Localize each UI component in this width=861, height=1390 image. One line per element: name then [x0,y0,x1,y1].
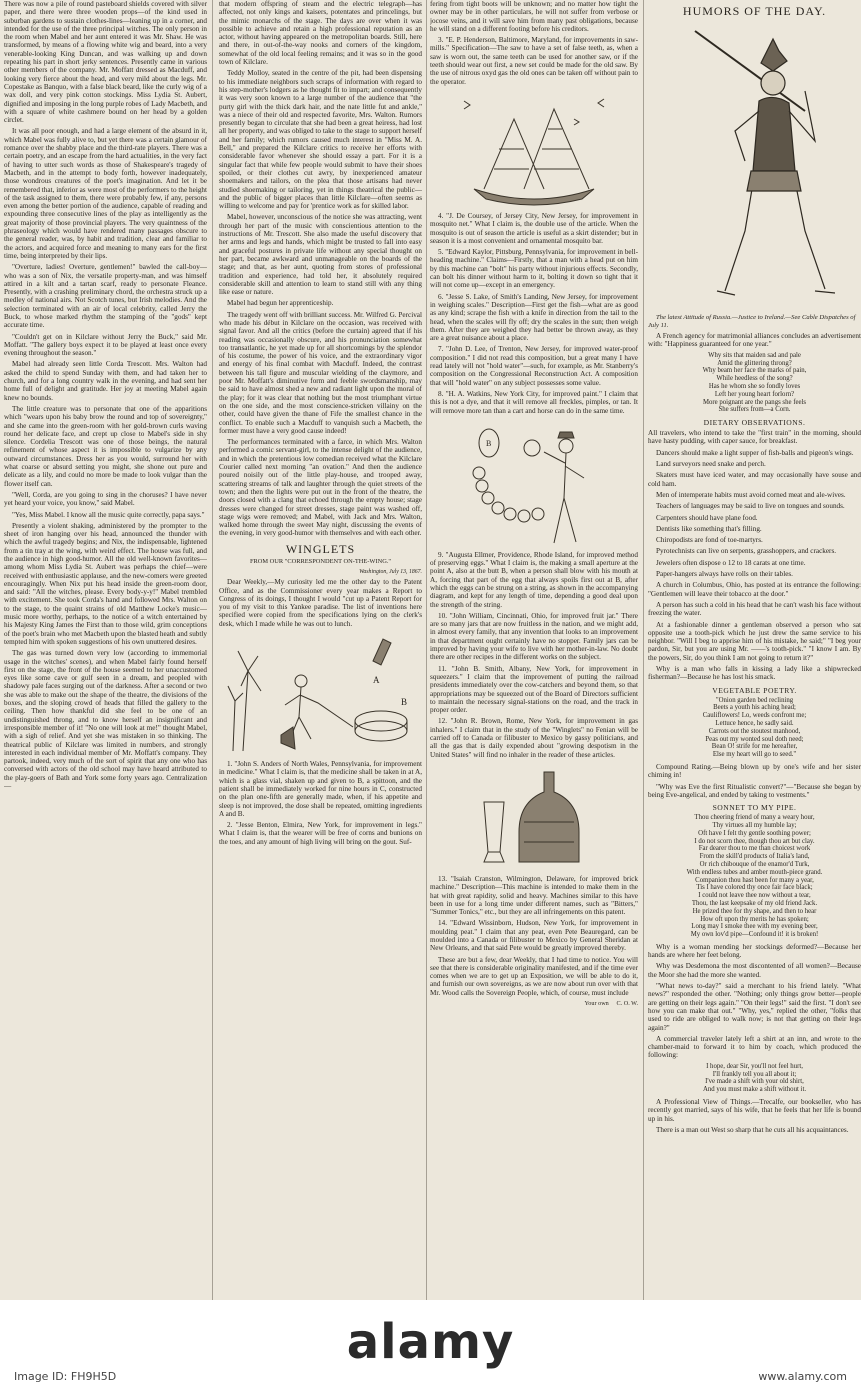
paragraph: The little creature was to personate that one of the apparitions which "wears upon his baby brow the round and top of sovereignty," and she came into the green-room with her gold-brown curls waving round her delicate face, and crept up close to Mabel's side in shy silence. Cordelia Trescott was one of those beings, the natural refinement of whose aspect it is impossible to vulgarize by any outward circumstances. Dress her as you would, surround her with what coarse or absurd setting you might, she shone out pure and delicate as a lily, and could no more be made to look vulgar than the flower itself can. [4,404,207,488]
winglets-title: WINGLETS [285,541,356,556]
column-divider [212,0,213,1300]
paragraph: Carpenters should have plane food. [656,513,758,522]
paragraph: The gas was turned down very low (according to immemorial usage in the witches' scenes), and when Mabel fairly found herself first on the stage, the front of the house seemed to her unaccustomed eyes like some cave or gulf seen in a dream, and peopled with shadowy pale faces surging out of the darkness. After a second or two she was able to make out the shape of the theatre, the divisions of the boxes, and the sloping crowd of heads that filled the gallery to the ceiling. Then how thankful did she feel to be one of an undistinguished throng, and to know herself an insignificant and irresponsible member of it! "No one will look at me!" thought Mabel, with a sigh of relief. And yet she was mistaken in so thinking. The theatrical public of Kilclare was limited in numbers, and strongly interested in each individual member of Mr. Moffatt's company. They partook, indeed, very much of the sort of spirit that any one who has conversed with actors of the old school may have heard attributed to the play-goers of Bath and York some forty years ago. Centralization— [4,649,207,791]
paragraph: Teachers of languages may be said to live on tongues and sounds. [656,502,845,511]
sonnet-poem: Thou cheering friend of many a weary hour, Thy virtues all my humble lay; Oft have I felt thy gentle soothing power; I do not scorn thee, though thou art but clay. Far dearer thou to me than choicest work From the skill'd products of Italia's land, Or rich chibouque of the enamor'd Turk, With endless tubes and amber mouth-piece grand. Companion thou hast been for many a year, Tis I have colored thy once fair face black; I could not leave thee now without a tear, Thou, the last keepsake of my old friend Jack. He prized thee for thy shape, and then to hear How oft upon thy merits he has spoken; Long may I smoke thee with my evening beer, My own lov'd pipe—Confound it! it is broken! [686,814,823,939]
paragraph: 5. "Edward Kaylor, Pittsburg, Pennsylvania, for improvement in bell-heading machine." Claims—Firstly, that a man with a head put on him by this machine can "bolt" his party without injurious effects. Secondly, can bolt his dinner without harm to it, bolting it down so tight that it will not come up—except in an emergency. [430,248,638,290]
paragraph: A church in Columbus, Ohio, has posted at its entrance the following: "Gentlemen will leave their tobacco at the door." [648,581,861,598]
paragraph: There is a man out West so sharp that he cuts all his acquaintances. [656,1125,849,1134]
russian-soldier-cartoon [655,21,855,311]
paragraph: There was now a pile of round pasteboard shields covered with silver paper, and there were three wooden props—of the kind used in suburban gardens to sustain clothes-lines—leaning up in a corner, and intended for the use of the three principal witches. The only person in the room when Mabel and her aunt entered it was Mr. Shaw. He was transformed, by means of a flowing white wig and beard, into a very venerable-looking King Duncan, and was walking up and down repeating his part in short jerky sentences. Presently came in various other members of the company. Mr. Moffatt dressed as Macduff, and looking very fierce about the head, and very mild about the legs. Mr. Copestake as Banquo, with a false black beard, like the curly wig of a wax doll, and very pink cotton stockings. Miss Lydia St. Aubert, dignified and imposing in the long purple robes of Lady Macbeth, and with a square of white cashmere bound on her head by a golden circlet. [4,0,207,125]
paragraph: 12. "John R. Brown, Rome, New York, for improvement in gas inhalers." I claim that in the study of the "Winglets" no Fenian will be carried off to Canada or filibuster to Mexico by gassy politicians, and all the gas that is daily expended about "growing despotism in the United States" will find no inhaler in the reader of these articles. [430,717,638,759]
paragraph: Mabel, however, unconscious of the notice she was attracting, went through her part of the music with conscientious attention to the instructions of Mr. Trescott. She also made the useful discovery that her arms and legs and hands, which might be trusted to fall into easy and graceful postures in private life without any special thought on her part, became awkward and unmanageable on the boards of the stage; and that, as her aunt, quoting from stores of professional tradition and experience, had told her, it absolutely required considerable skill and attention to learn to stand still with any thing like ease or nature. [219,213,422,297]
paragraph: "What news to-day?" said a merchant to his friend lately. "What news?" responded the other. "Nothing; only things grow better—people are getting on their legs again." "On their legs!" said the first. "I don't see how you can make that out." "Why, yes," replied the other, "folks that used to ride are obliged to walk now; is not that getting on their legs again?" [648,982,861,1032]
paragraph: 8. "H. A. Watkins, New York City, for improved paint." I claim that this is not a dye, and that it will remove all freckles, pimples, or tan. It will remove more tan than a cart and horse can do in the same time. [430,389,638,415]
paragraph: 1. "John S. Anders of North Wales, Pennsylvania, for improvement in medicine." What I claim is, that the medicine shall be taken in at A, which is a glass vial, shaken up and given to B, a spittoon, and the patient shall be immediately worked for nine hours in C, constructed on the plan one-fifth are generally made, when, if his appetite and sleep is not improved, the dose shall be repeated, omitting ingredients A and B. [219,760,422,818]
column-3 [430,0,638,1300]
winglets-dateline: Washington, July 13, 1867. [359,569,422,575]
vegetable-poem: "Onion garden bed reclining Beets a youth his aching head; Cauliflowers! Lo, weeds confront me; Lettuce hence, he sadly said. Carrots out the stoutest manhood, Peas out my wonted soul doth need; Bean O! strife for me hereafter, Else my heart will go to seed." [702,696,807,759]
paragraph: that modern offspring of steam and the electric telegraph—has affected, not only kings and kaisers, potentates and princelings, but the mimic monarchs of the stage. The days are over when it was possible to achieve and retain a high professional reputation as an actor, without having appeared on the metropolitan boards. Still, here and there, in out-of-the-way nooks and corners of the kingdom, somewhat of the old local feeling remains; and it was so in the good town of Kilclare. [219,0,422,67]
paragraph: A French agency for matrimonial alliances concludes an advertisement with: "Happiness guaranteed for one year." [648,332,861,349]
paragraph: Why is a woman mending her stockings deformed?—Because her hands are where her feet belong. [648,942,861,960]
vegetable-poetry-title: VEGETABLE POETRY. [712,685,797,695]
paragraph: Skaters must have iced water, and may occasionally have souse and cold ham. [648,471,861,488]
paragraph: Presently a violent shaking, administered by the prompter to the sheet of iron hanging over his head, announced the thunder with which the awful tragedy begins; and Nix, the indispensable, lightened from a tin tray at the wing, with weird effect. The house was full, and the audience in high good-humor. All the old well-known favorites—among whom Miss Lydia St. Aubert was perhaps the chief—were received with enthusiastic applause, and the new-comers were greeted encouragingly. When Nix put his head inside the green-room door, and said: "All the witches, please. Every body-y-y!" Mabel trembled with excitement. She took Corda's hand and followed Mrs. Walton on to the stage, to the quaint strains of old Matthew Locke's music—music more worthy, perhaps, to the notice of a witch entertained by his Majesty King James the First than to those wild, grim conceptions of the poet's brain who met Macbeth upon the blasted heath and subtly tempted him with spoken suggestions of his own unuttered desires. [4,521,207,646]
paragraph: These are but a few, dear Weekly, that I had time to notice. You will see that there is considerable originality manifested, and if the time ever comes when we are to get up an Exposition, we will be able to do it, and furnish our own sovereigns, as we are now about run over with that Mr. Wood calls the Sovereign People, which, of course, must include [430,955,638,997]
paragraph: Teddy Molloy, seated in the centre of the pit, had been dispensing to his immediate neighbors such scraps of information with regard to his step-mother's lodgers as he thought fit to impart; and consequently it was very soon known to a large number of the audience that "the purty girl with the thick dark hair, and the nate little fut and ankle," was a niece of their old and respected favorite, Mrs. Walton. Rumors presently began to circulate that she had been a great heiress, had lost all her property, and was obliged to take to the stage to support herself and her family; which rumors caused much interest in "Miss M. A. Bell," and prepared the Kilclare critics to receive her efforts with considerable favor whenever she should essay a part. For it is a singular fact that while few people would submit to have their shoes spoiled, or their clothes cut awry, by inexperienced amateur shoemakers and tailors, on the plea that those artisans had never studied shoemaking or tailoring, yet in things theatrical the public—and the public of bigger places than little Kilclare—often seems as willing to welcome and pay for 'prentice work as for skilled labor. [219,69,422,211]
paragraph: "Well, Corda, are you going to sing in the choruses? I have never yet heard your voice, you know," said Mabel. [4,490,207,508]
site-url: www.alamy.com [758,1370,847,1383]
paragraph: 7. "John D. Lee, of Trenton, New Jersey, for improved water-proof composition." I did not read this composition, but a great many I have read lately will not "hold water"—such, for example, as Mr. Stanberry's composition on the Congressional Reconstruction Act. A composition that will "hold water" on any subject possesses some value. [430,345,638,387]
image-id: Image ID: FH9H5D [14,1370,117,1383]
paragraph: 14. "Edward Wissinborn, Hudson, New York, for improvement in moulding peat." I claim that any peat, even Pete Beauregard, can be moulded into a Canada or filibuster to Mexico by General Sheridan at New Orleans, and that said Pete would be greatly improved thereby. [430,919,638,953]
paragraph: 10. "John William, Cincinnati, Ohio, for improved fruit jar." There are so many jars that are now fruitless in the nation, and we might add, in almost every family, that any invention that looks to an improvement in that department ought certainly have no stopper. Family jars can be improved by having your wife to live with her mother-in-law. No doubt there are other recipes in the different works on the subject. [430,611,638,662]
paragraph: A person has such a cold in his head that he can't wash his face without freezing the water. [648,600,861,618]
winglets-subtitle: FROM OUR "CORRESPONDENT ON-THE-WING." [249,557,392,565]
paragraph: All travelers, who intend to take the "first train" in the morning, should have hasty pudding, with caper sauce, for breakfast. [648,429,861,446]
column-1 [4,0,207,1300]
cartoon-caption: The latest Attitude of Russia.—Justice to Ireland.—See Cable Dispatches of July 11. [648,314,856,329]
humors-header: HUMORS OF THE DAY. [682,4,827,18]
paragraph: A commercial traveler lately left a shirt at an inn, and wrote to the chamber-maid to forward it to him by coach, which produced the following: [648,1034,861,1060]
bottles-illustration [454,762,614,872]
paragraph: Mabel had begun her apprenticeship. [227,299,334,308]
paragraph: Why is a man who falls in kissing a lady like a shipwrecked fisherman?—Because he has lost his smack. [648,664,861,682]
column-divider [426,0,427,1300]
alamy-logo: alamy [346,1314,515,1370]
paragraph: "Overture, ladies! Overture, gentlemen!" bawled the call-boy—who was a son of Nix, the versatile property-man, and was himself attired in a kilt and a tartan scarf, ready to personate Fleance. Presently, with a crashing preliminary chord, the orchestra struck up a medley of national airs. Not Scotch tunes, but Irish melodies. And the selection terminated with an air of local celebrity, called Jerry the Buck, to whose marked rhythm the stamping of the "gods" kept accurate time. [4,263,207,330]
paragraph: fering from tight boots will be unknown; and no matter how tight the owner may be in other particulars, he will not suffer from verbose or jocose veins, and it will save him from many past obligations, because he will stand on a different footing before his creditors. [430,0,638,33]
paragraph: The tragedy went off with brilliant success. Mr. Wilfred G. Percival who made his début in Kilclare on the occasion, was received with signal favor. And all the critics (before the curtain) agreed that if his reading was occasionally obscure, and his pronunciation somewhat too transatlantic, he yet made up for all shortcomings by the splendor of his costume, the power of his voice, and the extraordinary vigor and energy of his final combat with Macduff. Indeed, the contrast between his tall figure and muscular wielding of the claymore, and poor Mr. Moffatt's diminutive form and feeble swordsmanship, may be said to have almost shed a new and radiant light upon the moral of the play; for it was clear that nothing but the most triumphant virtue on the one side, and the most conscience-stricken villainy on the other, could have given the thane of Fife the smallest chance in the conflict. To enable such a Macduff to vanquish such a Macbeth, the former must have a very good cause indeed! [219,310,422,435]
patent-medicine-illustration [223,631,419,757]
paragraph: Dancers should make a light supper of fish-balls and pigeon's wings. [656,448,854,457]
egg-blowing-illustration [454,418,614,548]
paragraph: Jewelers often dispose o 12 to 18 carats at one time. [656,558,806,567]
svg-text:B: B [400,697,407,708]
sonnet-title: SONNET TO MY PIPE. [712,803,797,813]
paragraph: It was all poor enough, and had a large element of the absurd in it, which Mabel was fully alive to, but yet there was a certain glamour of romance over the shabby place and the third-rate players. There was a certain poetry, and an escape from the hard actualities, in the very fact of having to utter such words as those of Shakespeare's tragedy of Macbeth, and in the attempt to body forth, however inadequately, those wondrous creatures of the poet's imagination. And let it be remembered that, inferior as were most of the performers to the height of the task assigned to them, there were probably few, if any, persons even among the better portion of the audience, capable of reading and expounding three consecutive lines of the play as intelligently as the great majority of those provincial players. The very quaintness of the phraseology which would have rendered many passages obscure to the general reader, was, by habit and tradition, clear and familiar to the actors, and acquired force and meaning to many ears for the first time, being interpreted by their lips. [4,127,207,260]
column-4 [648,0,861,1300]
paragraph: 2. "Jesse Benton, Elmira, New York, for improvement in legs." What I claim is, that the wearer will be free of corns and bunions on the toes, and any amount of high living will bring on the gout. Suf- [219,821,422,846]
paragraph: Compound Rating.—Being blown up by one's wife and her sister chiming in! [648,762,861,780]
paragraph: The performances terminated with a farce, in which Mrs. Walton performed a comic servant-girl, to the intense delight of the audience, and in which the pretentious low comedian received what the Kilclare Courier called next morning "an ovation." And then the audience poured noisily out of the little play-house, and trooped away, scattering streams of talk and laughter through the quiet streets of the town; and then the lights were put out in the front of the theatre, the doors closed with a clang that echoed through the empty house; stage dresses were changed for street dresses, stage paint was washed off, stage wigs were removed; and Mabel, with Jack and Mrs. Walton, walked home through the sweet May night, discussing the events of the evening, in very good-humor with themselves and with each other. [219,438,422,538]
paragraph: Dentists like something that's filling. [656,524,762,533]
paragraph: 9. "Augusta Ellmer, Providence, Rhode Island, for improved method of preserving eggs." What I claim is, the making a small aperture at the point A, also at the butt B, when a person shall blow with his mouth at A, forcing that part of the egg that always spoils first out at B, after which the eggs can be strung on a string, as shown in the accompanying diagram, and kept for any length of time, depending a good deal upon the strength of the string. [430,550,638,609]
paragraph: "Couldn't get on in Kilclare without Jerry the Buck," said Mr. Moffatt. "The gallery boys expect it to be played at least once every evening throughout the season." [4,332,207,358]
paragraph: Paper-hangers always have rolls on their tables. [656,570,793,579]
paragraph: At a fashionable dinner a gentleman observed a person who sat opposite use a tooth-pick which he just drew the same service to his neighbor. "Will I beg to apprise him of his mistake, he said;" "I beg your pardon, Sir, but you are using Mr. ——'s tooth-pick." "I know I am. By the powers, Sir, do you think I am not going to return it?" [648,620,861,662]
paragraph: "Yes, Miss Mabel. I know all the music quite correctly, papa says." [12,510,205,519]
paragraph: 6. "Jesse S. Lake, of Smith's Landing, New Jersey, for improvement in weighing scales." Description—First get the fish—what are as good as any kind; scrape the fish with a knife in direction from the tail to the head, when the scales will fly off; dry the scales in the sun; then weigh them. After they are weighed they had better be thrown away, as they are a great nuisance about a place. [430,292,638,343]
paragraph: Mabel had already seen little Corda Trescott. Mrs. Walton had asked the child to spend Sunday with them, and had taken her to church, and for a long country walk in the evening, and had sent her home full of delight and gratitude. Her joy at meeting Mabel again knew no bounds. [4,360,207,402]
paragraph: Why was Desdemona the most discontented of all women?—Because the Moor she had the more she wanted. [648,962,861,979]
paragraph: A Professional View of Things.—Trecalfe, our bookseller, who has recently got married, says of his wife, that he feels that her life is bound up in his. [648,1097,861,1123]
stock-watermark-bar [0,1300,861,1390]
dietary-title: DIETARY OBSERVATIONS. [703,418,806,428]
paragraph: Land surveyors need snake and perch. [656,460,766,469]
paragraph: Pyrotechnists can live on serpents, grasshoppers, and crackers. [656,547,837,556]
svg-text:B: B [486,438,492,448]
paragraph: 11. "John B. Smith, Albany, New York, for improvement in squeezers." I claim that the improvement of putting the railroad presidents immediately over the cow-catchers and beyond them, so that appropriations may be squeezed out of the Board of Directors sufficient to maintain the necessary signal-stations on the road, and the track in proper order. [430,664,638,715]
paragraph: "Why was Eve the first Ritualistic convert?"—"Because she began by being Eve-angelical, and ended by taking to vestments." [648,782,861,799]
paragraph: Men of intemperate habits must avoid corned meat and ale-wives. [656,490,846,499]
signoff: Your own C. O. W. [584,1000,638,1008]
svg-text:A: A [372,675,379,686]
column-2 [219,0,422,1300]
corn-poem: Why sits that maiden sad and pale Amid the glittering throng? Why beam her face the marks of pain, While heedless of the song? Has he whom she so fondly loves Left her young heart forlorn? More poignant are the pangs she feels She suffers from—a Corn. [702,351,807,414]
column-divider [643,0,644,1300]
paragraph: Dear Weekly,—My curiosity led me the other day to the Patent Office, and as the Commissioner every year makes a Report to Congress of its doings, I thought I would "cut up a Patent Report for you of my visit to this Yankee paradise. The list of inventions here specified were copied from the specifications lying on the clerk's desk, which I made while he was out to lunch. [219,578,422,628]
paragraph: Chiropodists are fond of toe-martyrs. [656,536,763,545]
paragraph: 13. "Isaiah Cranston, Wilmington, Delaware, for improved brick machine." Description—This machine is intended to make them in the hat with great rapidity, solid and heavy. Machines similar to this have been in use for a long time under different names, such as "Bitters," "Summer Tonics," etc., but they are all infringements on this patent. [430,874,638,917]
traveler-poem: I hope, dear Sir, you'll not feel hurt, I'll frankly tell you all about it; I've made a shift with your old shirt, And you must make a shift without it. [702,1062,807,1094]
paragraph: 4. "J. De Coursey, of Jersey City, New Jersey, for improvement in mosquito net." What I claim is, the double use of the article. When the mosquito is out of season the article is useful as a skirt distender; but in season it is a most convenient and ornamental mosquito bar. [430,211,638,245]
paragraph: 3. "E. P. Henderson, Baltimore, Maryland, for improvements in saw-mills." Specification—The saw to have a set of false teeth, as, when a saw is worn out, the same teeth can be used for another saw, or if the teeth should wear out first, a new set could be made for the old saw. By the use of nitrous oxyd gas the old ones can be taken off without pain to the operator. [430,36,638,86]
mosquito-net-illustration [454,89,614,209]
